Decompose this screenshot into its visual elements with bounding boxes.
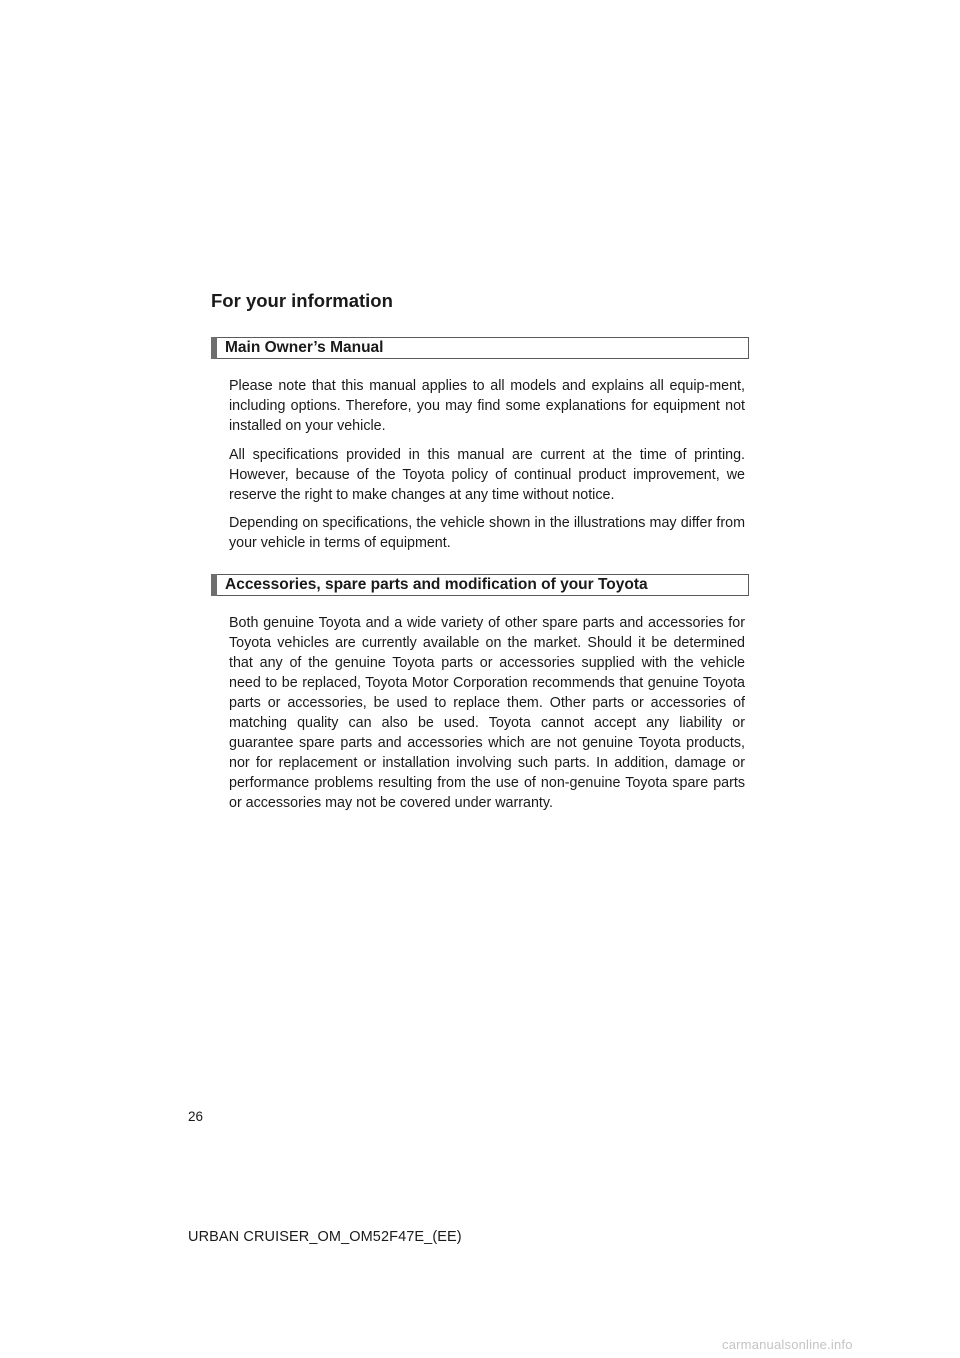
section-header-accessories — [211, 574, 749, 596]
page-number: 26 — [188, 1109, 204, 1124]
paragraph-accessories: Both genuine Toyota and a wide variety of other spare parts and accessories for Toyota vehicles are currently available on the market. Should it be determined that any of the genuine Toyota parts or accessories supplied with the vehicle need to be replaced, Toyota Motor Corporation recommends that genuine Toyota parts or accessories, be used to replace them. Other parts or accessories of matching quality can also be used. Toyota cannot accept any liability or guarantee spare parts and accessories which are not genuine Toyota products, nor for replacement or installation involving such parts. In addition, damage or performance problems resulting from the use of non-genuine Toyota spare parts or accessories may not be covered under warranty. — [229, 615, 745, 811]
footer-document-code: URBAN CRUISER_OM_OM52F47E_(EE) — [188, 1229, 462, 1245]
section-marker-bar — [211, 337, 217, 359]
section-heading: Accessories, spare parts and modification of your Toyota — [225, 576, 648, 593]
section-heading: Main Owner’s Manual — [225, 339, 384, 356]
section-header-main-owners-manual — [211, 337, 749, 359]
page-title: For your information — [211, 290, 393, 311]
paragraph-illustrations: Depending on specifications, the vehicle shown in the illustrations may differ from your vehicle in terms of equipment. — [229, 515, 745, 551]
paragraph-models-note: Please note that this manual applies to all models and explains all equip-ment, including options. Therefore, you may find some explanations for equipment not installed on your vehicle. — [229, 378, 745, 434]
section-marker-bar — [211, 574, 217, 596]
watermark: carmanualsonline.info — [722, 1337, 853, 1352]
paragraph-specifications: All specifications provided in this manual are current at the time of printing. However, because of the Toyota policy of continual product improvement, we reserve the right to make changes at any time without notice. — [229, 447, 745, 503]
